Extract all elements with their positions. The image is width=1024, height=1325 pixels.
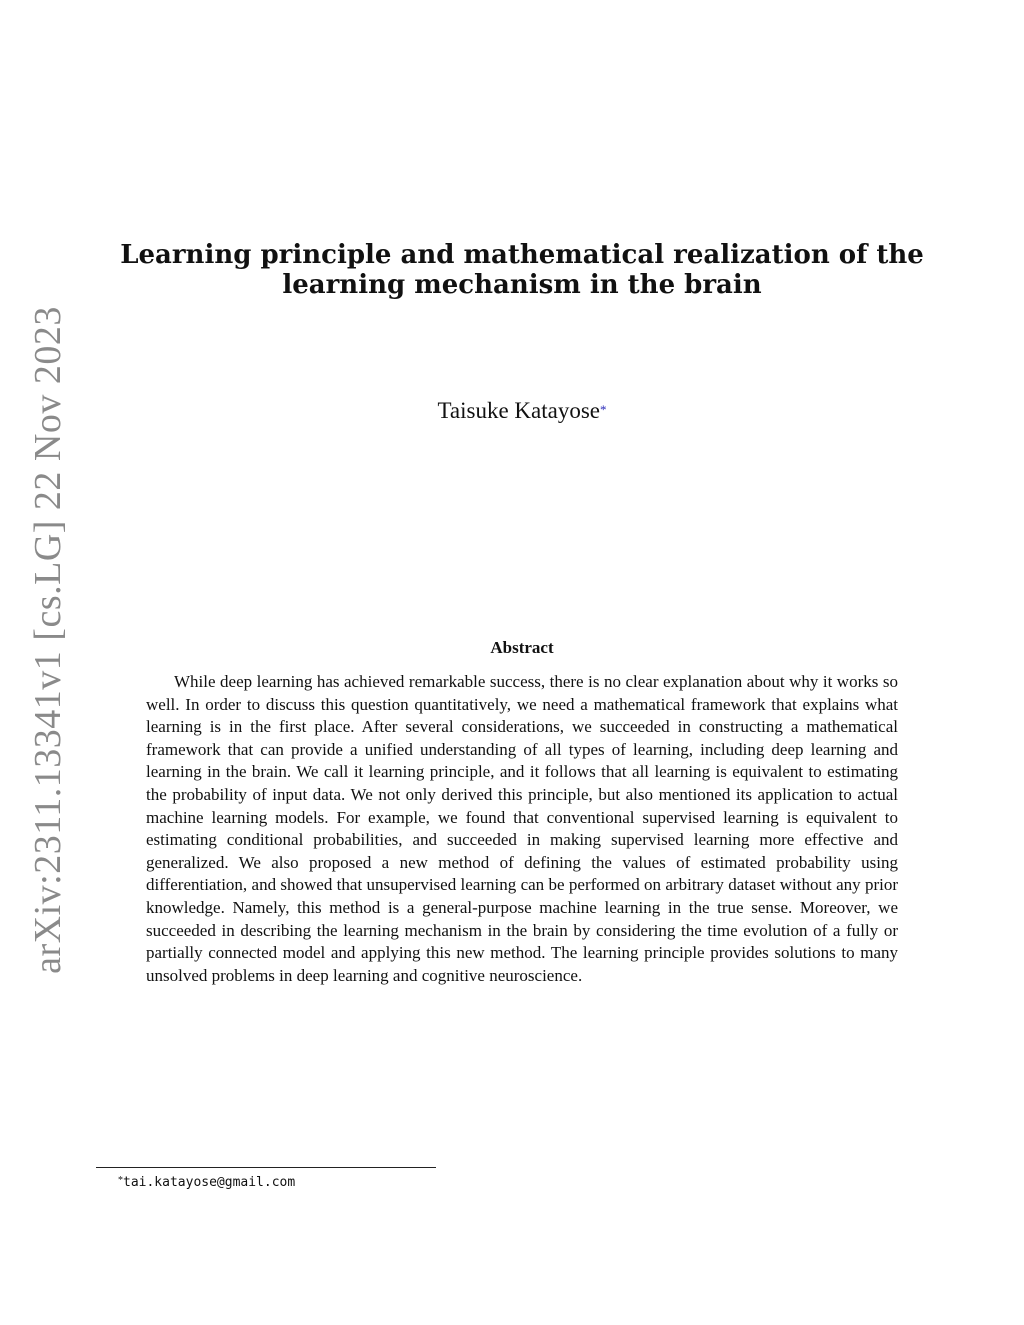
footnote-email[interactable]: tai.katayose@gmail.com	[123, 1175, 296, 1190]
author-block	[100, 397, 944, 425]
arxiv-identifier-stamp: arXiv:2311.13341v1 [cs.LG] 22 Nov 2023	[27, 306, 69, 974]
author-footnote-mark[interactable]: *	[600, 402, 607, 417]
abstract-text: While deep learning has achieved remarkable success, there is no clear explanation about why it works so well. In order to discuss this question quantitatively, we need a mathematical framework that explains what learning is in the first place. After several considerations, we succeeded in constructing a mathematical framework that can provide a unified understanding of all types of learning, including deep learning and learning in the brain. We call it learning principle, and it follows that all learning is equivalent to estimating the probability of input data. We not only derived this principle, but also mentioned its application to actual machine learning models. For example, we found that conventional supervised learning is equivalent to estimating conditional probabilities, and succeeded in making supervised learning more effective and generalized. We also proposed a new method of defining the values of estimated probability using differentiation, and showed that unsupervised learning can be performed on arbitrary dataset without any prior knowledge. Namely, this method is a general-purpose machine learning in the true sense. Moreover, we succeeded in describing the learning mechanism in the brain by considering the time evolution of a fully or partially connected model and applying this new method. The learning principle provides solutions to many unsolved problems in deep learning and cognitive neuroscience.	[146, 672, 898, 985]
footnote-divider	[96, 1167, 436, 1168]
paper-title	[100, 240, 944, 300]
footnote-mark: *	[118, 1175, 123, 1186]
abstract-heading: Abstract	[490, 638, 554, 657]
paper-title-line-1: Learning principle and mathematical realization of the	[120, 240, 924, 270]
author-name: Taisuke Katayose	[437, 398, 601, 423]
footnote	[118, 1174, 295, 1192]
paper-title-line-2: learning mechanism in the brain	[282, 270, 762, 300]
